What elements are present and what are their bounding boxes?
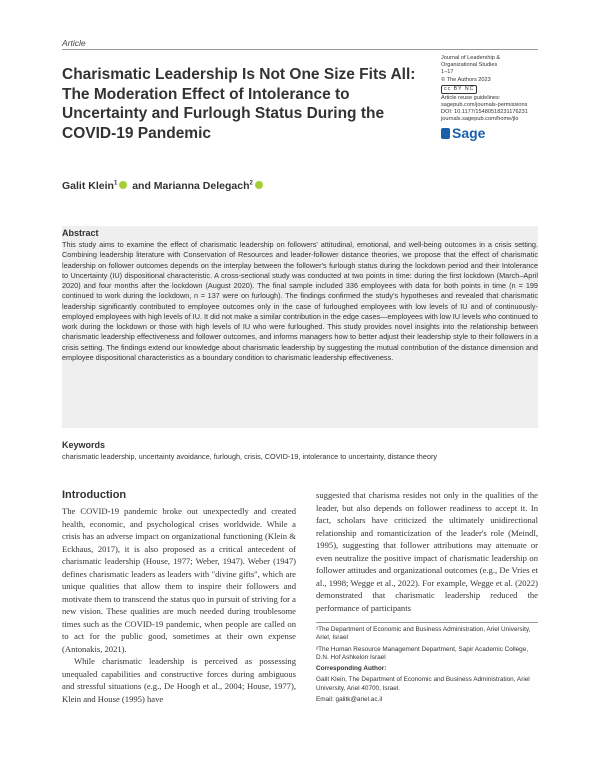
journal-info xyxy=(441,55,541,140)
body-paragraph: suggested that charisma resides not only in the qualities of the leader, but also depends on follower readiness to accept it. In fact, scholars have criticized the ultimately unidirectional relationship and romanticization of the leader's role (Meindl, 1995), suggesting that follower attributions may attenuate or even neutralize the positive impact of charismatic leadership on follower attitudes and organizational outcomes (e.g., De Vries et al., 1998; Wegge et al., 2022). For example, Wegge et al. (2022) demonstrated that charismatic leadership reduced the performance of participants xyxy=(316,490,538,613)
footnotes xyxy=(316,626,538,707)
reuse-link[interactable]: sagepub.com/journals-permissions xyxy=(441,102,528,109)
body-column-right xyxy=(316,489,538,614)
cc-license-icon[interactable]: cc BY NC xyxy=(441,85,477,94)
footnote-rule xyxy=(316,622,538,623)
introduction-heading: Introduction xyxy=(62,489,127,501)
keywords-heading: Keywords xyxy=(62,440,106,450)
publisher-name: Sage xyxy=(452,124,486,141)
author-name: Galit Klein xyxy=(62,180,114,192)
sage-logo-icon xyxy=(441,128,450,139)
keywords-text: charismatic leadership, uncertainty avoidance, furlough, crisis, COVID-19, intolerance to uncertainty, distance theory xyxy=(62,452,438,461)
journal-line: Organizational Studies xyxy=(441,62,498,69)
affiliation-2: ²The Human Resource Management Department, Sapir Academic College, D.N. Hof Ashkelon Israel xyxy=(316,645,529,661)
reuse-line: Article reuse guidelines: xyxy=(441,94,501,101)
corresponding-author-heading: Corresponding Author: xyxy=(316,665,387,673)
paper-title: Charismatic Leadership Is Not One Size Fits All: The Moderation Effect of Intolerance to Uncertainty and Furlough Status During the COVID-19 Pandemic xyxy=(62,66,416,142)
journal-pages: 1–17 xyxy=(441,69,454,76)
journal-copyright: © The Authors 2023 xyxy=(441,76,491,83)
corresponding-author-email[interactable]: Email: galitk@ariel.ac.il xyxy=(316,696,383,704)
corresponding-author-address: Galit Klein, The Department of Economic and Business Administration, Ariel University, Ariel 40700, Israel. xyxy=(316,676,530,692)
doi-link[interactable]: DOI: 10.1177/15480518231176231 xyxy=(441,109,528,116)
affiliation-marker: 2 xyxy=(249,180,253,187)
header-rule xyxy=(62,49,538,50)
body-paragraph: While charismatic leadership is perceived as possessing unequaled capabilities and constructive forces during ambiguous and stressful situations (e.g., De Hoogh et al., 2004; House, 1977), Klein and House (1995) have xyxy=(62,656,296,704)
journal-home-link[interactable]: journals.sagepub.com/home/jlo xyxy=(441,116,519,123)
abstract-heading: Abstract xyxy=(62,228,99,238)
body-column-left xyxy=(62,505,296,705)
author-name: and Marianna Delegach xyxy=(132,180,250,192)
orcid-icon[interactable] xyxy=(255,181,263,189)
body-paragraph: The COVID-19 pandemic broke out unexpectedly and created health, economic, and psychological crises worldwide. While a crisis has an adverse impact on organizational functioning (Klein & Eckhaus, 2017), it is also proposed as a critical antecedent of charismatic leadership (House, 1977; Weber, 1947). Weber (1947) defines charismatic leaders as leaders with "divine gifts", which are unique qualities that allow them to inspire their followers and motivate them to transcend the status quo in pursuit of striving for a new vision. These qualities are much needed during troublesome times such as the COVID-19 pandemic, when people are called on to act for the public good, sometimes at their own expense (Antonakis, 2021). xyxy=(62,506,296,654)
affiliation-1: ¹The Department of Economic and Business Administration, Ariel University, Ariel, Israel xyxy=(316,626,531,642)
abstract-text: This study aims to examine the effect of charismatic leadership on followers' attitudinal, emotional, and well-being outcomes in a crisis setting. Combining leadership literature with Conservation of Resources and leader-follower distance theories, we propose that the effect of charismatic leadership on follower outcomes depends on the interplay between the follower's furlough status during the lockdown period and their Intolerance to Uncertainty (IU) dispositional characteristic. A cross-sectional study was conducted at two points in time: during the first lockdown (March–April 2020) and four months after the lockdown (August 2020). The final sample included 336 employees with data for both points in time (n = 199 continued to work during the lockdown, n = 137 were on furlough). The findings confirmed the study's hypotheses and revealed that charismatic leadership significantly contributed to employee outcomes only in the case of furloughed employees with low levels of IU and of continuously-employed employees with high levels of IU. It did not make a similar contribution in the edge cases—employees with low IU levels who continued to work during the lockdown or those with high levels of IU who were furloughed. This study provides novel insights into the relationship between charismatic leadership effectiveness and follower outcomes, and informs managers how to better adjust their leadership style to their followers in a crisis setting. The findings extend our knowledge about charismatic leadership by suggesting the mutual contribution of the distance dimension and employee dispositional characteristics as a boundary condition to charismatic leadership effectiveness. xyxy=(62,240,538,362)
affiliation-marker: 1 xyxy=(113,180,118,187)
article-type-label: Article xyxy=(62,38,86,48)
sage-logo xyxy=(441,126,541,140)
author-line xyxy=(62,180,265,192)
journal-line: Journal of Leadership & xyxy=(441,55,501,61)
orcid-icon[interactable] xyxy=(119,181,127,189)
